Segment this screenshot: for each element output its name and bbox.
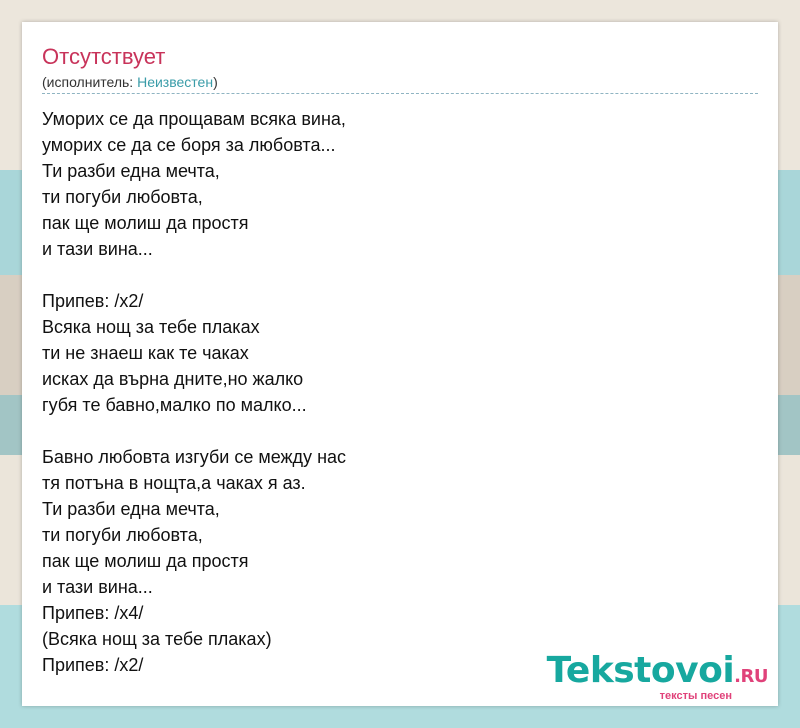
song-title: Отсутствует (42, 44, 166, 69)
performer-link[interactable]: Неизвестен (137, 74, 214, 90)
logo-main-text: Tekstovoi (546, 650, 735, 691)
performer-suffix: ) (213, 74, 218, 90)
title-divider (42, 93, 758, 94)
logo-wordmark (547, 652, 768, 696)
performer-prefix: (исполнитель: (42, 74, 138, 90)
lyrics-text: Уморих се да прощавам всяка вина, уморих се да се боря за любовта... Ти разби една мечта, ти погуби любовта, пак ще молиш да простя и тази вина... Припев: /x2/ Всяка нощ за тебе плаках ти не знаеш как те чаках исках да върна дните,но жалко губя те бавно,малко по малко... Бавно любовта изгуби се между нас тя потъна в нощта,а чаках я аз. Ти разби една мечта, ти погуби любовта, пак ще молиш да простя и тази вина... Припев: /x4/ (Всяка нощ за тебе плаках) Припев: /x2/ (42, 109, 347, 675)
performer-line (42, 74, 218, 90)
site-logo[interactable] (547, 652, 768, 702)
logo-subtitle: тексты песен (659, 690, 732, 702)
logo-tld: .RU (734, 666, 768, 687)
lyrics-card (22, 22, 778, 706)
